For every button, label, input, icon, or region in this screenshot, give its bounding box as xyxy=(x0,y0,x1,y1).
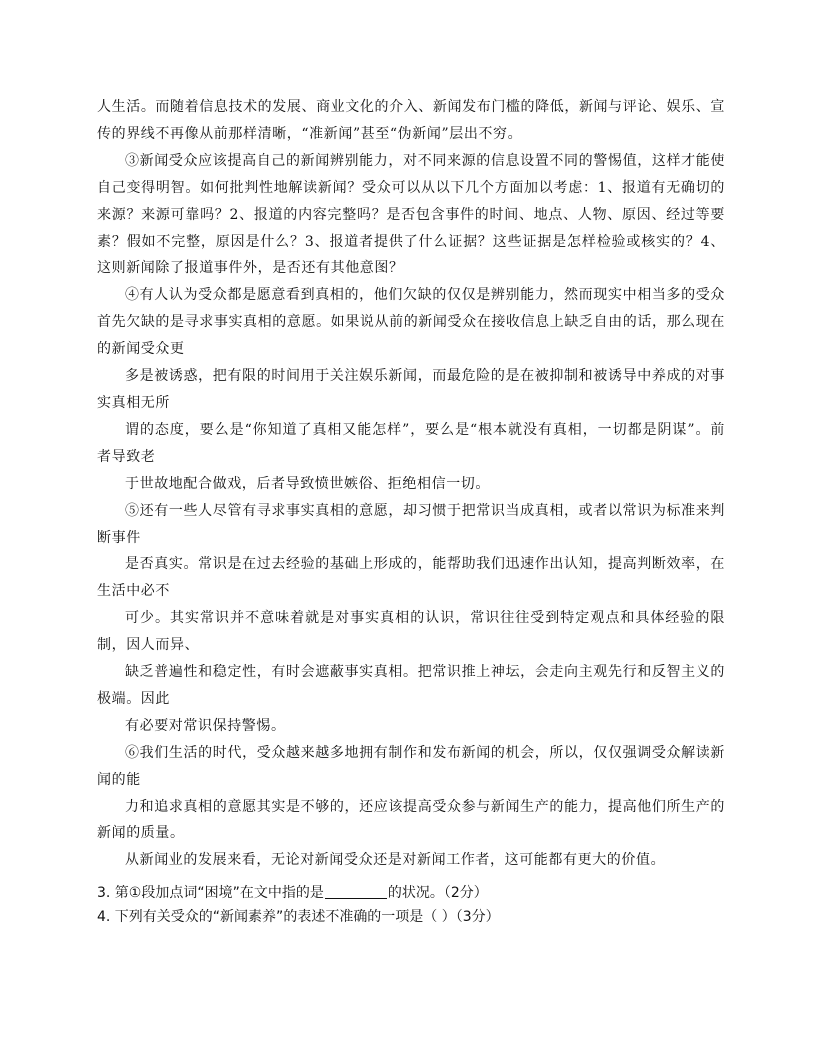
question-3 xyxy=(97,881,725,905)
article-body xyxy=(97,94,725,874)
paragraph-line: ⑤还有一些人尽管有寻求事实真相的意愿，却习惯于把常识当成真相，或者以常识为标准来判断事件 xyxy=(97,502,725,546)
question-4: 4. 下列有关受众的“新闻素养”的表述不准确的一项是（ ）（3分） xyxy=(97,909,500,925)
paragraph-line: ③新闻受众应该提高自己的新闻辨别能力，对不同来源的信息设置不同的警惕值，这样才能使自己变得明智。如何批判性地解读新闻？受众可以从以下几个方面加以考虑：1、报道有无确切的来源？来源可靠吗？2、报道的内容完整吗？是否包含事件的时间、地点、人物、原因、经过等要素？假如不完整，原因是什么？3、报道者提供了什么证据？这些证据是怎样检验或核实的？4、这则新闻除了报道事件外，是否还有其他意图？ xyxy=(97,152,725,277)
question-section xyxy=(97,881,725,929)
answer-blank[interactable] xyxy=(325,884,387,899)
paragraph-line: 缺乏普遍性和稳定性，有时会遮蔽事实真相。把常识推上神坛，会走向主观先行和反智主义的极端。因此 xyxy=(97,664,725,707)
paragraph-line: 谓的态度，要么是“你知道了真相又能怎样”，要么是“根本就没有真相，一切都是阴谋”。前者导致老 xyxy=(97,421,725,465)
paragraph-line: 可少。其实常识并不意味着就是对事实真相的认识，常识往往受到特定观点和具体经验的限制，因人而异、 xyxy=(97,610,725,654)
paragraph-line: ④有人认为受众都是愿意看到真相的，他们欠缺的仅仅是辨别能力，然而现实中相当多的受众首先欠缺的是寻求事实真相的意愿。如果说从前的新闻受众在接收信息上缺乏自由的话，那么现在的新闻受众更 xyxy=(97,287,725,358)
paragraph-line: ⑥我们生活的时代，受众越来越多地拥有制作和发布新闻的机会，所以，仅仅强调受众解读新闻的能 xyxy=(97,744,725,788)
paragraph-line: 人生活。而随着信息技术的发展、商业文化的介入、新闻发布门槛的降低，新闻与评论、娱乐、宣传的界线不再像从前那样清晰，“准新闻”甚至“伪新闻”层出不穷。 xyxy=(97,99,725,142)
paragraph-line: 于世故地配合做戏，后者导致愤世嫉俗、拒绝相信一切。 xyxy=(125,475,490,492)
paragraph-line: 力和追求真相的意愿其实是不够的，还应该提高受众参与新闻生产的能力，提高他们所生产的新闻的质量。 xyxy=(97,798,725,842)
question-3-suffix: 的状况。（2分） xyxy=(387,885,488,901)
question-3-text: 3. 第①段加点词“困境”在文中指的是 xyxy=(97,885,324,901)
paragraph-line: 有必要对常识保持警惕。 xyxy=(125,717,286,734)
paragraph-line: 是否真实。常识是在过去经验的基础上形成的，能帮助我们迅速作出认知，提高判断效率，在生活中必不 xyxy=(97,556,725,600)
paragraph-line: 多是被诱惑，把有限的时间用于关注娱乐新闻，而最危险的是在被抑制和被诱导中养成的对事实真相无所 xyxy=(97,368,725,411)
paragraph-line: 从新闻业的发展来看，无论对新闻受众还是对新闻工作者，这可能都有更大的价值。 xyxy=(125,852,666,869)
